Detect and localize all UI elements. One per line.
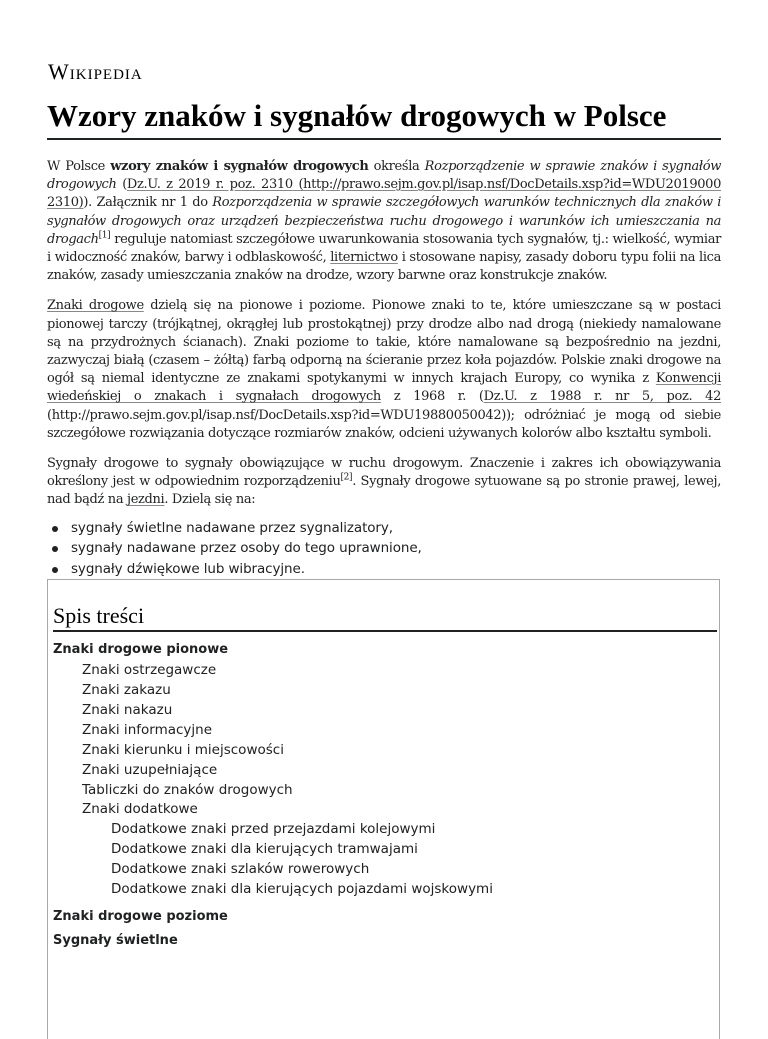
- list-item: sygnały świetlne nadawane przez sygnalizatory,: [47, 518, 721, 539]
- list-item: sygnały dźwiękowe lub wibracyjne.: [47, 559, 721, 580]
- url-link-2019[interactable]: (http://prawo.sejm.gov.pl/isap.nsf/DocDetails.xsp?id=WDU2019000 2310): [47, 177, 722, 211]
- toc-item-przejazdy[interactable]: Dodatkowe znaki przed przejazdami kolejowymi: [111, 821, 436, 837]
- intro-bold-term: wzory znaków i sygnałów drogowych: [110, 159, 369, 174]
- toc-item-informacyjne[interactable]: Znaki informacyjne: [82, 722, 213, 738]
- list-item: sygnały nadawane przez osoby do tego uprawnione,: [47, 538, 721, 559]
- toc-item-uzupelniajace[interactable]: Znaki uzupełniające: [82, 762, 218, 778]
- signal-types-list: [47, 518, 721, 580]
- toc-item-nakazu[interactable]: Znaki nakazu: [82, 702, 173, 718]
- vienna-convention-link[interactable]: Konwencji wiedeńskiej o znakach i sygnałach drogowych: [47, 371, 721, 405]
- toc-item-znaki-pionowe[interactable]: Znaki drogowe pionowe: [53, 642, 229, 657]
- toc-item-znaki-poziome[interactable]: Znaki drogowe poziome: [53, 909, 228, 924]
- signs-paragraph: Znaki drogowe dzielą się na pionowe i poziome. Pionowe znaki to te, które umieszczane są w postaci pionowej tarczy (trójkątnej, okrągłej lub prostokątnej) przy drodze albo nad drogą (niekiedy namalowane są na przydrożnych ścianach). Znaki poziome to takie, które namalowane są bezpośrednio na jezdni, zazwyczaj białą (czasem – żółtą) farbą odporną na ścieranie przez koła pojazdów. Polskie znaki drogowe na ogół są niemal identyczne ze znakami spotykanymi w innych krajach Europy, co wynika z Konwencji wiedeńskiej o znakach i sygnałach drogowych z 1968 r. (Dz.U. z 1988 r. nr 5, poz. 42 (http://prawo.sejm.gov.pl/isap.nsf/DocDetails.xsp?id=WDU19880050042)); odróżniać je mogą od siebie szczegółowe rozwiązania dotyczące rozmiarów znaków, odcieni używanych kolorów albo kształtu symboli.: [47, 298, 721, 441]
- toc-items: [53, 640, 493, 951]
- article-content: [47, 158, 721, 579]
- intro-paragraph: W Polsce wzory znaków i sygnałów drogowych określa Rozporządzenie w sprawie znaków i sygnałów drogowych (Dz.U. z 2019 r. poz. 2310 (http://prawo.sejm.gov.pl/isap.nsf/DocDetails.xsp?id=WDU2019000 2310)). Załącznik nr 1 do Rozporządzenia w sprawie szczegółowych warunków technicznych dla znaków i sygnałów drogowych oraz urządzeń bezpieczeństwa ruchu drogowego i warunków ich umieszczania na drogach[1] reguluje natomiast szczegółowe uwarunkowania stosowania tych sygnałów, tj.: wielkość, wymiar i widoczność znaków, barwy i odblaskowość, liternictwo i stosowane napisy, zasady doboru typu folii na lica znaków, zasady umieszczania znaków na drodze, wzory barwne oraz konstrukcje znaków.: [47, 159, 722, 284]
- ref-link-2019[interactable]: Dz.U. z 2019 r. poz. 2310: [126, 177, 293, 193]
- jezdni-link[interactable]: jezdni: [127, 492, 165, 508]
- toc-item-zakazu[interactable]: Znaki zakazu: [82, 682, 171, 698]
- ref-link-1988[interactable]: Dz.U. z 1988 r. nr 5, poz. 42: [483, 389, 721, 405]
- znaki-drogowe-link[interactable]: Znaki drogowe: [47, 298, 144, 314]
- table-of-contents: [47, 579, 720, 1039]
- toc-item-wojskowe[interactable]: Dodatkowe znaki dla kierujących pojazdami wojskowymi: [111, 881, 493, 897]
- toc-title: Spis treści: [53, 602, 717, 632]
- bullet-icon: [52, 546, 58, 552]
- toc-item-kierunku[interactable]: Znaki kierunku i miejscowości: [82, 742, 284, 758]
- footnote-2[interactable]: [2]: [340, 472, 353, 483]
- footnote-1[interactable]: [1]: [98, 230, 111, 241]
- toc-item-tramwaje[interactable]: Dodatkowe znaki dla kierujących tramwajami: [111, 841, 418, 857]
- toc-item-tabliczki[interactable]: Tabliczki do znaków drogowych: [82, 782, 293, 798]
- wikipedia-wordmark[interactable]: [48, 59, 143, 85]
- signals-paragraph: Sygnały drogowe to sygnały obowiązujące w ruchu drogowym. Znaczenie i zakres ich obowiązywania określony jest w odpowiednim rozporządzeniu[2]. Sygnały drogowe sytuowane są po stronie prawej, lewej, nad bądź na jezdni. Dzielą się na:: [47, 456, 721, 508]
- bullet-icon: [52, 526, 58, 532]
- wordmark-text: Wikipedia: [48, 59, 143, 84]
- toc-item-rowerowe[interactable]: Dodatkowe znaki szlaków rowerowych: [111, 861, 370, 877]
- toc-item-ostrzegawcze[interactable]: Znaki ostrzegawcze: [82, 662, 217, 678]
- bullet-icon: [52, 567, 58, 573]
- liternictwo-link[interactable]: liternictwo: [330, 250, 398, 266]
- url-link-1988[interactable]: (http://prawo.sejm.gov.pl/isap.nsf/DocDetails.xsp?id=WDU19880050042)); odróżniać je mogą od siebie szczegółowe rozwiązania dotyczące rozmiarów znaków, odcieni używanych kolorów albo kształtu symboli.: [47, 407, 721, 441]
- toc-item-sygnaly-swietlne[interactable]: Sygnały świetlne: [53, 933, 178, 948]
- page-title: Wzory znaków i sygnałów drogowych w Polsce: [47, 96, 721, 140]
- toc-item-dodatkowe[interactable]: Znaki dodatkowe: [82, 801, 198, 817]
